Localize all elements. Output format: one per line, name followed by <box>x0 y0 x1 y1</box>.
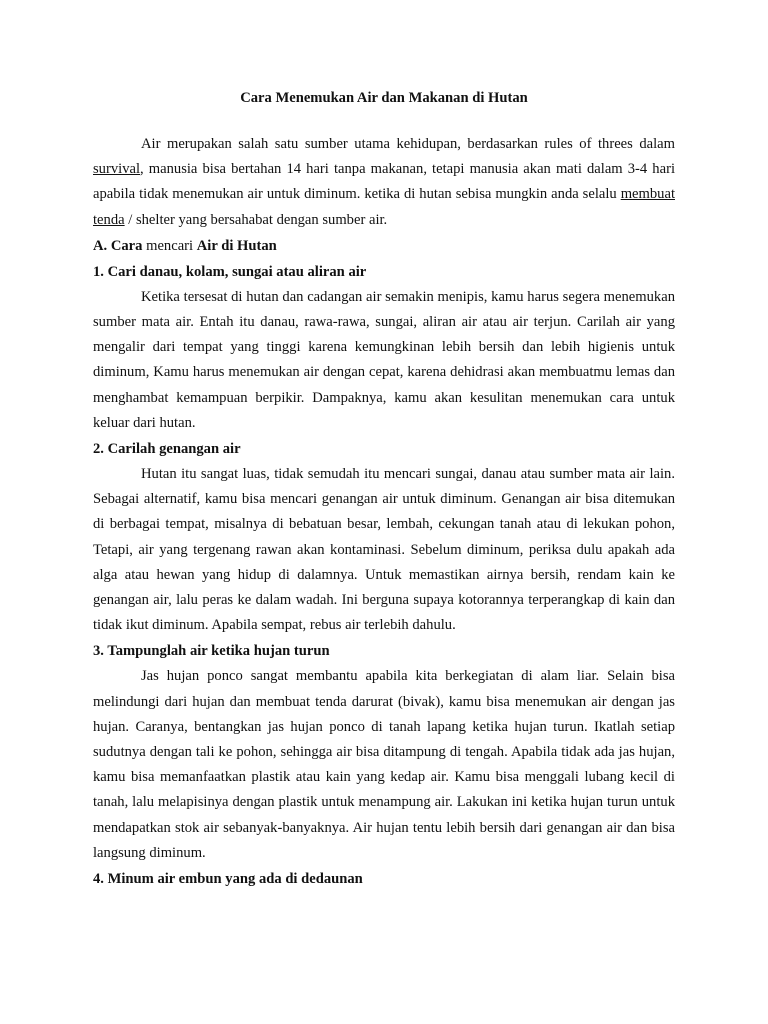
item-3-heading: 3. Tampunglah air ketika hujan turun <box>93 643 330 660</box>
item-2-body: Hutan itu sangat luas, tidak semudah itu mencari sungai, danau atau sumber mata air lain. Sebagai alternatif, kamu bisa mencari genangan air untuk diminum. Genangan air bisa ditemukan di berbagai tempat, misalnya di bebatuan besar, lembah, cekungan tanah atau di lekukan pohon, Tetapi, air yang tergenang rawan akan kontaminasi. Sebelum diminum, periksa dulu apakah ada alga atau hewan yang hidup di dalamnya. Untuk memastikan airnya bersih, rendam kain ke genangan air, lalu peras ke dalam wadah. Ini berguna supaya kotorannya terperangkap di kain dan tidak ikut diminum. Apabila sempat, rebus air terlebih dahulu. <box>93 466 675 634</box>
intro-text-2: , manusia bisa bertahan 14 hari tanpa makanan, tetapi manusia akan mati dalam 3-4 hari apabila tidak menemukan air untuk diminum. ketika di hutan sebisa mungkin anda selalu <box>93 161 675 203</box>
survival-link[interactable]: survival <box>93 161 141 178</box>
section-a-plain: mencari <box>142 237 197 254</box>
item-3-body: Jas hujan ponco sangat membantu apabila kita berkegiatan di alam liar. Selain bisa melindungi dari hujan dan membuat tenda darurat (bivak), kamu bisa menemukan air dengan jas hujan. Caranya, bentangkan jas hujan ponco di tanah lapang ketika hujan turun. Ikatlah setiap sudutnya dengan tali ke pohon, sehingga air bisa ditampung di tengah. Apabila tidak ada jas hujan, kamu bisa memanfaatkan plastik atau kain yang kedap air. Kamu bisa menggali lubang kecil di tanah, lalu melapisinya dengan plastik untuk menampung air. Lakukan ini ketika hujan turun untuk mendapatkan stok air sebanyak-banyaknya. Air hujan tentu lebih bersih dari genangan air dan bisa langsung diminum. <box>93 668 675 861</box>
item-1-body: Ketika tersesat di hutan dan cadangan air semakin menipis, kamu harus segera menemukan sumber mata air. Entah itu danau, rawa-rawa, sungai, aliran air atau air terjun. Carilah air yang mengalir dari tempat yang tinggi karena kemungkinan lebih bersih dan lebih higienis untuk diminum, Kamu harus menemukan air dengan cepat, karena dehidrasi akan membuatmu lemas dan menghambat kemampuan berpikir. Dampaknya, kamu akan kesulitan menemukan cara untuk keluar dari hutan. <box>93 288 675 431</box>
section-a-heading <box>93 233 675 259</box>
item-4-heading: 4. Minum air embun yang ada di dedaunan <box>93 871 363 888</box>
intro-paragraph <box>93 132 675 233</box>
section-a-bold-1: A. Cara <box>93 237 143 254</box>
intro-text-3: / shelter yang bersahabat dengan sumber air. <box>124 211 388 228</box>
item-2-heading: 2. Carilah genangan air <box>93 441 241 458</box>
item-1-heading: 1. Cari danau, kolam, sungai atau aliran air <box>93 263 367 280</box>
document-page <box>93 86 675 892</box>
intro-text-1: Air merupakan salah satu sumber utama kehidupan, berdasarkan rules of threes dalam <box>141 136 675 152</box>
section-a-bold-2: Air di Hutan <box>196 237 277 254</box>
document-title: Cara Menemukan Air dan Makanan di Hutan <box>240 90 528 106</box>
membuat-tenda-link[interactable]: membuat tenda <box>93 186 675 228</box>
